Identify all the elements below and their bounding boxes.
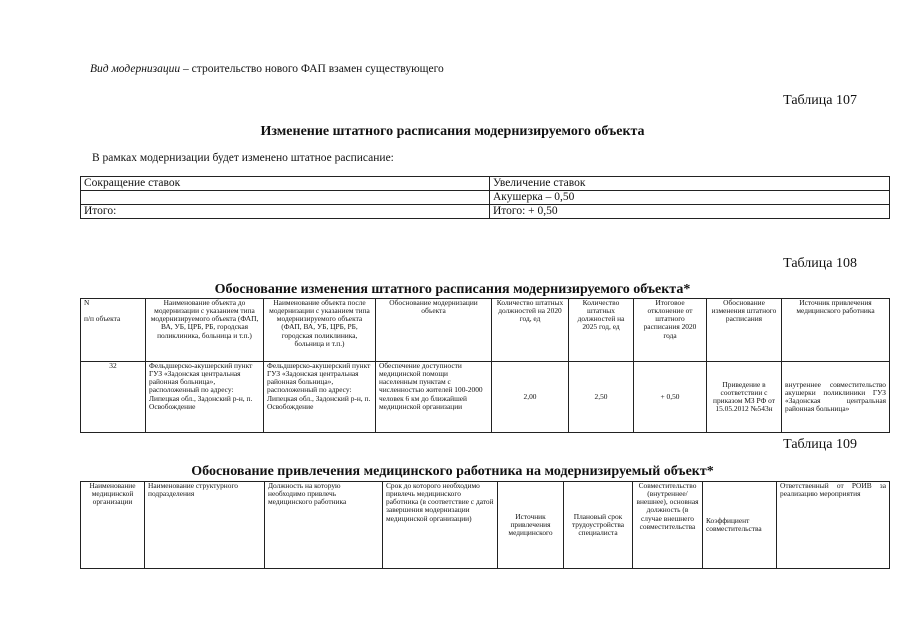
table-cell: 2,00 (492, 362, 569, 433)
table-cell: Обеспечение доступности медицинской помощи населенным пунктам с численностью жителей 100-2000 человек 6 км до ближайшей медицинской организации (376, 362, 492, 433)
table-row (81, 205, 890, 219)
modernization-type-value: – строительство нового ФАП взамен существующего (180, 63, 444, 75)
header-cell: Срок до которого необходимо привлечь медицинского работника (в соответствие с датой завершения модернизации медицинской организации) (383, 482, 498, 569)
table-cell: + 0,50 (634, 362, 707, 433)
header-cell: Совместительство (внутреннее/внешнее), основная должность (в случае внешнего совместительства (633, 482, 703, 569)
table-row (81, 191, 890, 205)
table-cell: 2,50 (569, 362, 634, 433)
table-row (81, 362, 890, 433)
header-cell: Источник привлечения медицинского работника (782, 299, 890, 362)
table-107-title: Изменение штатного расписания модернизируемого объекта (260, 124, 645, 139)
modernization-type-line (90, 63, 444, 75)
table-107-caption: Таблица 107 (783, 93, 857, 108)
table-108-caption: Таблица 108 (783, 256, 857, 271)
table-header-row (81, 482, 890, 569)
table-cell: Фельдшерско-акушерский пункт ГУЗ «Задонская центральная районная больница», расположенный по адресу: Липецкая обл., Задонский р-н, п. Освобождение (146, 362, 264, 433)
modernization-type-label: Вид модернизации (90, 63, 181, 75)
table-cell: Итого: (81, 205, 490, 219)
header-cell: Обоснование модернизации объекта (376, 299, 492, 362)
table-row (81, 177, 890, 191)
header-cell: Наименование объекта после модернизации с указанием типа модернизируемого объекта (ФАП, ВА, УБ, ЦРБ, РБ, городская поликлиника, больница и т.п.) (264, 299, 376, 362)
table-cell: Увеличение ставок (490, 177, 890, 191)
table-cell: Итого: + 0,50 (490, 205, 890, 219)
table-cell: Сокращение ставок (81, 177, 490, 191)
header-cell: Наименование объекта до модернизации с указанием типа модернизируемого объекта (ФАП, ВА, УБ, ЦРБ, РБ, городская поликлиника, больница и т.п.) (146, 299, 264, 362)
header-cell: Коэффициент совместительства (703, 482, 777, 569)
worker-attraction-table (80, 481, 890, 569)
header-cell: Наименование медицинской организации (81, 482, 145, 569)
table-cell: Фельдшерско-акушерский пункт ГУЗ «Задонская центральная районная больница», расположенный по адресу: Липецкая обл., Задонский р-н, п. Освобождение (264, 362, 376, 433)
table-109-caption: Таблица 109 (783, 437, 857, 452)
header-cell: Ответственный от РОИВ за реализацию мероприятия (777, 482, 890, 569)
header-cell: N п/п объекта (81, 299, 146, 362)
header-cell: Плановый срок трудоустройства специалиста (564, 482, 633, 569)
table-cell (81, 191, 490, 205)
staffing-justification-table (80, 298, 890, 433)
header-cell: Наименование структурного подразделения (145, 482, 265, 569)
header-cell: Обоснование изменения штатного расписания (707, 299, 782, 362)
table-107-lead: В рамках модернизации будет изменено штатное расписание: (92, 152, 394, 164)
table-108-title: Обоснование изменения штатного расписания модернизируемого объекта* (214, 282, 691, 297)
table-cell: Акушерка – 0,50 (490, 191, 890, 205)
header-cell: Источник привлечения медицинского (498, 482, 564, 569)
table-109-title: Обоснование привлечения медицинского работника на модернизируемый объект* (191, 464, 714, 479)
table-cell: внутреннее совместительство акушерки поликлиники ГУЗ «Задонская центральная районная больница» (782, 362, 890, 433)
header-cell: Итоговое отклонение от штатного расписания 2020 года (634, 299, 707, 362)
table-header-row (81, 299, 890, 362)
header-cell: Количество штатных должностей на 2020 год, ед (492, 299, 569, 362)
header-cell: Количество штатных должностей на 2025 год, ед (569, 299, 634, 362)
header-cell: Должность на которую необходимо привлечь медицинского работника (265, 482, 383, 569)
staffing-change-table (80, 176, 890, 219)
table-cell: Приведение в соответствии с приказом МЗ РФ от 15.05.2012 №543н (707, 362, 782, 433)
table-cell: 32 (81, 362, 146, 433)
